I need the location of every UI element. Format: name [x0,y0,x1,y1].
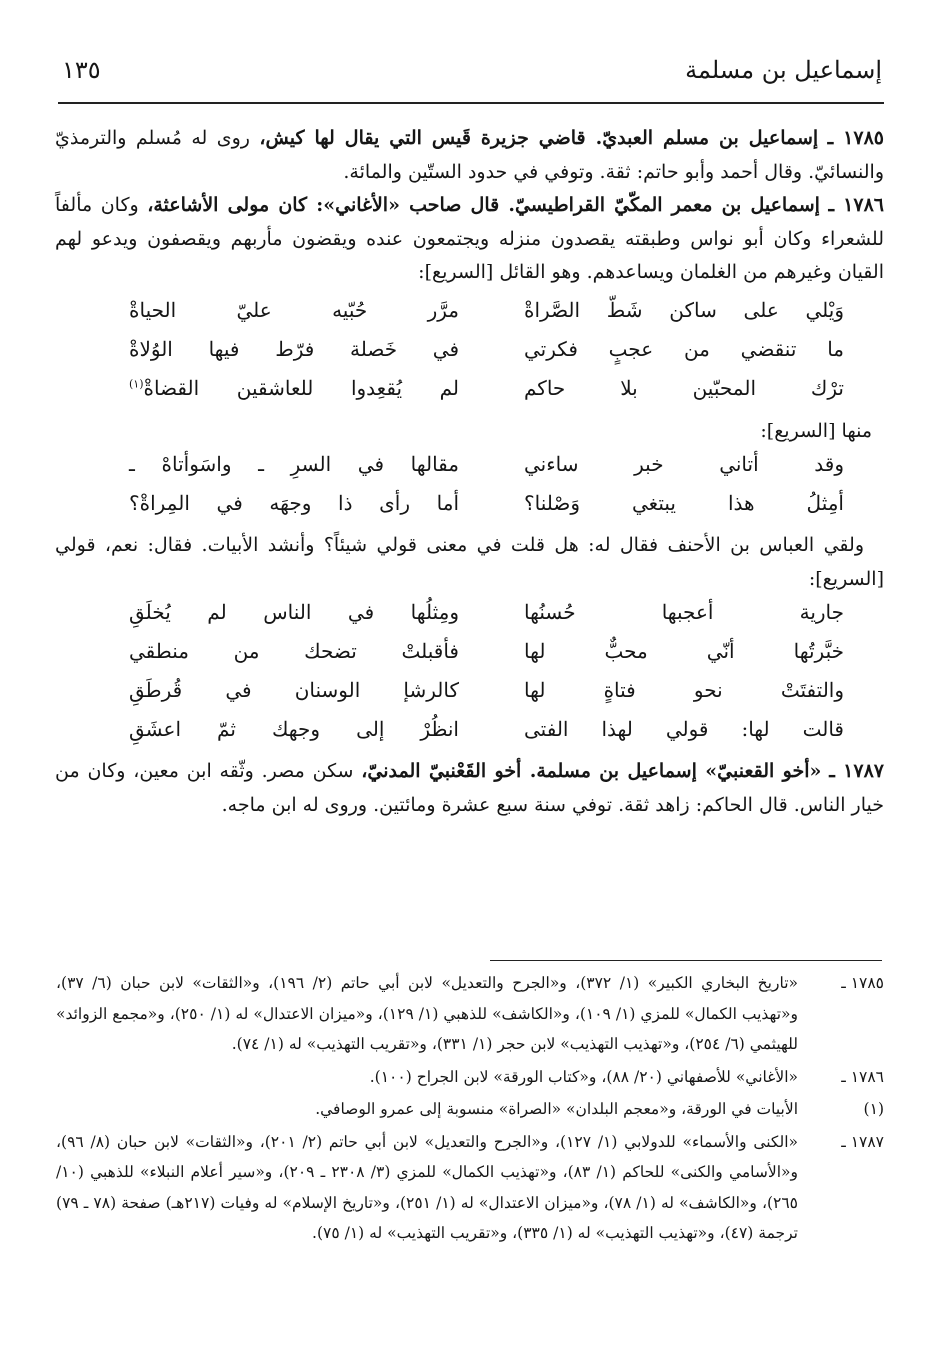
verse-first-hemistich: وَيْلي على ساكن شَطّ الصَّراةْ [524,297,844,322]
verse-first-hemistich: قالت لها: قولي لهذا الفتى [524,717,844,741]
entry-text: روى له مُسلم والترمذيّ والنسائيّ. وقال أحمد وأبو حاتم: ثقة. وتوفي في حدود الستّين والمائة. [55,127,884,183]
entry-number: ١٧٨٦ ـ [828,194,884,216]
main-text [55,122,884,822]
entry-number: ١٧٨٧ ـ [829,760,884,782]
entry-1787 [55,755,884,822]
verse-second-hemistich: كالرشإ الوسنان في قُرطَقِ [129,678,459,702]
footnote-item [56,1062,884,1093]
header-title: إسماعيل بن مسلمة [685,56,882,84]
entry-text: ولقي العباس بن الأحنف فقال له: هل قلت في معنى قولي شيئاً؟ وأنشد الأبيات. فقال: نعم، قولي [السريع]: [55,534,884,590]
footnote-number: ١٧٨٥ ـ [841,974,884,992]
entry-lead: إسماعيل بن معمر المكّيّ القراطيسيّ. قال صاحب «الأغاني»: كان مولى الأشاعثة، [147,194,820,216]
footnote-text: «الكنى والأسماء» للدولابي (١/ ١٢٧)، و«الجرح والتعديل» لابن أبي حاتم (٢/ ٢٠١)، و«الثقات» لابن حبان (٨/ ٩٦)، و«الأسامي والكنى» للحاكم (١/ ٨٣)، و«تهذيب الكمال» للمزي (٣/ ٢٣٠٨ ـ ٢٠٩)، و«سير أعلام النبلاء» للذهبي (١٠/ ٢٦٥)، و«الكاشف» له (١/ ٧٨)، و«ميزان الاعتدال» له (١/ ٢٥١)، و«تاريخ الإسلام» له وفيات (٢١٧هـ) صفحة (٧٨ ـ ٧٩) ترجمة (٤٧)، و«تهذيب التهذيب» له (١/ ٣٣٥)، و«تقريب التهذيب» له (١/ ٧٥). [56,1132,798,1242]
footnote-item [56,1127,884,1249]
hemistich-text: لم يُقعِدوا للعاشقين القضاةْ [143,375,459,400]
entry-number: ١٧٨٥ ـ [827,127,884,149]
entry-lead: «أخو القعنبيّ» إسماعيل بن مسلمة. أخو القَعْنبيّ المدنيّ، [361,760,822,782]
entry-1785 [55,122,884,189]
verse-line [55,487,884,526]
header-divider [58,102,884,104]
verse-line [55,713,884,752]
footnote-number: ١٧٨٧ ـ [841,1132,884,1151]
verse-first-hemistich: والتفتَتْ نحو فتاةٍ لها [524,678,844,702]
verse-interlude: منها [السريع]: [760,419,872,442]
footnotes [56,968,884,1251]
running-header [62,56,882,100]
footnote-item [56,1094,884,1125]
verse-first-hemistich: أمِثلُ هذا يبتغي وَصْلنا؟ [524,491,844,515]
verse-second-hemistich: ومِثلُها في الناس لم يُخلَقِ [129,600,459,624]
entry-1786 [55,189,884,290]
verse-line [55,294,884,333]
verse-second-hemistich: أما رأى ذا وجهَه في المِراةْ؟ [129,491,459,515]
entry-text: سكن مصر. وثّقه ابن معين، وكان من خيار الناس. قال الحاكم: زاهد ثقة. توفي سنة سبع عشرة ومائتين. وروى له ابن ماجه. [55,760,884,816]
verse-first-hemistich: وقد أتاني خبر ساءني [524,452,844,476]
footnote-number: ١٧٨٦ ـ [841,1067,884,1086]
verse-line [55,372,884,411]
verse-second-hemistich: مقالها في السرِ ـ واسَوأتاهْ ـ [129,452,459,476]
verse-second-hemistich [129,376,459,400]
verse-line [55,674,884,713]
footnote-number: (١) [863,1100,884,1118]
verse-first-hemistich: ترْك المحبّين بلا حاكم [524,375,844,400]
entry-1786-continuation [55,529,884,596]
page-number: ١٣٥ [62,56,101,84]
verse-line [55,635,884,674]
verse-first-hemistich: ما تنقضي من عجبٍ فكرتي [524,336,844,361]
footnote-marker: (١) [129,376,144,390]
footnote-text: «الأغاني» للأصفهاني (٢٠/ ٨٨)، و«كتاب الورقة» لابن الجراح (١٠٠). [369,1067,798,1086]
verse-second-hemistich: فأقبلتْ تضحك من منطقي [129,639,459,663]
verse-line [55,333,884,372]
entry-lead: إسماعيل بن مسلم العبديّ. قاضي جزيرة قَيس التي يقال لها كيش، [259,127,819,149]
footnote-item [56,968,884,1060]
verse-first-hemistich: خبَّرتُها أنّي محبٌّ لها [524,639,844,663]
verse-line [55,596,884,635]
verse-second-hemistich: في خَصلة فرّط فيها الوُلاةْ [129,336,459,361]
footnote-text: «تاريخ البخاري الكبير» (١/ ٣٧٢)، و«الجرح والتعديل» لابن أبي حاتم (٢/ ١٩٦)، و«الثقات» لابن حبان (٦/ ٣٧)، و«تهذيب الكمال» للمزي (١/ ١٠٩)، و«الكاشف» للذهبي (١/ ١٢٩)، و«ميزان الاعتدال» له (١/ ٢٥٠)، و«مجمع الزوائد» للهيثمي (٦/ ٢٥٤)، و«تهذيب التهذيب» لابن حجر (١/ ٣٣١)، و«تقريب التهذيب» له (١/ ٧٤). [56,974,798,1053]
footnote-divider [490,960,882,961]
verse-first-hemistich: جارية أعجبها حُسنُها [524,600,844,624]
verse-second-hemistich: انظُرْ إلى وجهك ثمّ اعشَقِ [129,717,459,741]
footnote-text: الأبيات في الورقة، و«معجم البلدان» «الصراة» منسوبة إلى عمرو الوصافي. [315,1100,798,1118]
verse-line [55,448,884,487]
verse-second-hemistich: مرَّر حُبّيه عليّ الحياةْ [129,297,459,322]
entry-text: وكان مألفاً للشعراء وكان أبو نواس وطبقته يقصدون منزله ويجتمعون عنده ويقضون مأربهم ويقصفون ويدعو لهم القيان وغيرهم من الغلمان ويساعدهم. وهو القائل [السريع]: [55,194,884,283]
